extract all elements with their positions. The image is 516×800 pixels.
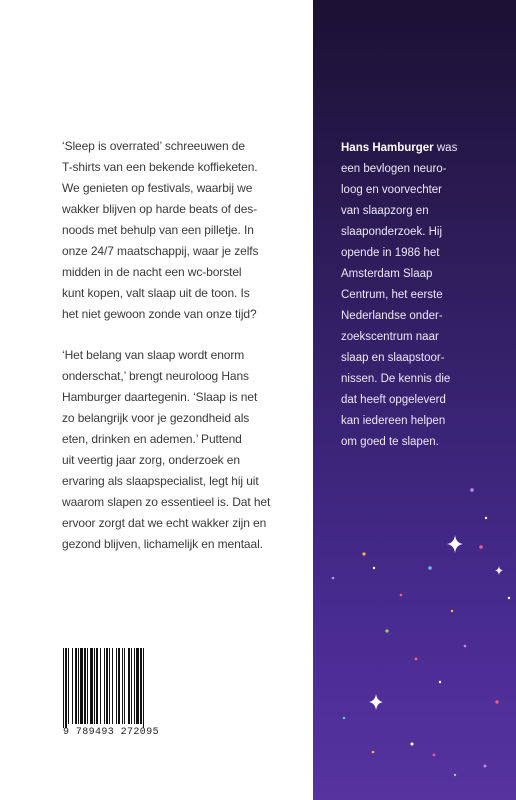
star-dot [479,545,483,549]
barcode-number: 9 789493 272095 [63,727,160,738]
star-dot [343,717,346,720]
barcode-bar [94,648,95,724]
barcode-bar [140,648,142,724]
barcode-bar [63,648,64,728]
barcode-bar [136,648,139,724]
sparkle-star-icon [447,535,463,553]
star-dot [332,577,335,580]
barcode-bar [87,648,88,724]
blurb-paragraph-1: ‘Sleep is overrated’ schreeuwen de T-shirts van een bekende koffieketen. We genieten op festivals, waarbij we wakker blijven op harde beats of des- noods met behulp van een pilletje. In onze 24/7 maatschappij, waar je zelfs midden in de nacht een wc-borstel kunt kopen, valt slaap uit de toon. Is het niet gewoon zonde van onze tijd? [62,139,259,321]
barcode-bar [68,648,69,724]
barcode-bar [100,648,101,724]
star-dot [451,610,453,612]
author-name: Hans Hamburger [341,142,434,154]
barcode-bar [80,648,83,724]
star-dot [495,700,498,703]
barcode-bar [72,648,73,724]
star-dot [470,488,474,492]
star-dot [400,594,403,597]
sparkle-star-icon [369,694,383,710]
barcode-bar [84,648,86,724]
barcode-bars [63,648,155,728]
star-dot [385,629,388,632]
star-dot [485,517,487,519]
star-dot [373,567,375,569]
star-dot [508,597,510,599]
star-dot [411,743,414,746]
star-dot [439,681,441,683]
barcode-bar [131,648,132,724]
star-dot [454,774,456,776]
barcode-bar [96,648,98,724]
star-dot [372,751,375,754]
barcode-bar [109,648,110,724]
barcode-bar [112,648,113,724]
star-dot [484,765,487,768]
barcode-bar [106,648,108,724]
star-dot [464,645,467,648]
author-sidebar [313,0,516,800]
star-dot [415,658,418,661]
barcode-bar [118,648,120,724]
barcode [63,648,155,728]
author-bio-text: was een bevlogen neuro- loog en voorvechter van slaapzorg en slaaponderzoek. Hij opende in 1986 het Amsterdam Slaap Centrum, het eerste Nederlandse onder- zoekscentrum naar slaap en slaapstoor- nissen. De kennis die dat heeft opgeleverd kan iedereen helpen om goed te slapen. [341,142,458,448]
sparkle-star-icon [495,566,503,575]
barcode-bar [90,648,93,724]
barcode-bar [128,648,130,724]
blurb-paragraph-2: ‘Het belang van slaap wordt enorm onderschat,’ brengt neuroloog Hans Hamburger daartegenin. ‘Slaap is net zo belangrijk voor je gezondheid als eten, drinken en ademen.’ Puttend uit veertig jaar zorg, onderzoek en ervaring als slaapspecialist, legt hij uit waarom slapen zo essentieel is. Dat het ervoor zorgt dat we echt wakker zijn en gezond blijven, lichamelijk en mentaal. [62,348,271,551]
barcode-bar [116,648,117,724]
starfield-decoration [313,0,516,800]
barcode-bar [134,648,135,724]
barcode-bar [78,648,79,724]
star-dot [433,754,436,757]
star-dot [428,566,432,570]
barcode-bar [104,648,105,724]
barcode-bar [75,648,77,724]
barcode-bar [65,648,67,728]
barcode-bar [124,648,125,724]
barcode-bar [122,648,123,724]
star-dot [362,552,365,555]
blurb-text [62,136,288,575]
barcode-bar [143,648,144,728]
